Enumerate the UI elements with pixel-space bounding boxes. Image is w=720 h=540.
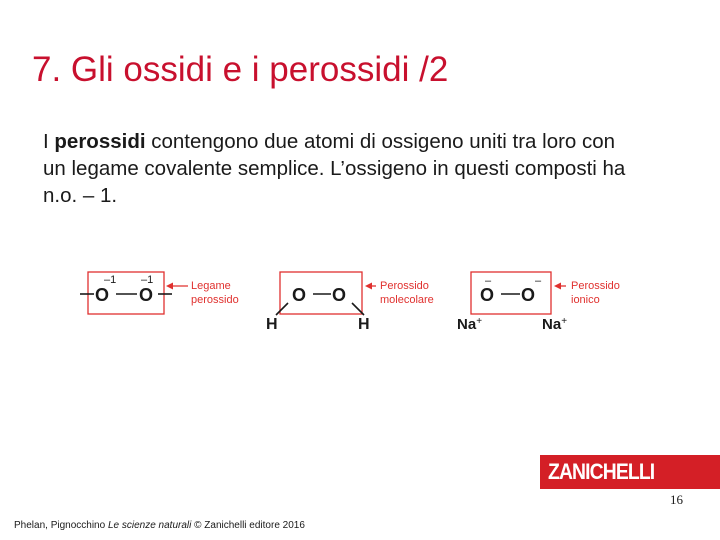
oxygen-atom-left: O — [480, 285, 495, 305]
caption-line1: Legame — [191, 280, 231, 292]
positive-charge: + — [476, 316, 483, 327]
paragraph-rest: contengono due atomi di ossigeno uniti tra loro con un legame covalente semplice. L’ossigeno in questi composti ha n.o. – 1. — [43, 130, 626, 207]
footer-book-title: Le scienze naturali — [107, 520, 192, 531]
oh-bond-left — [276, 303, 288, 315]
peroxide-diagram — [80, 262, 640, 342]
oxygen-atom-right: O — [332, 285, 347, 305]
paragraph-bold-term: perossidi — [54, 130, 146, 153]
oxygen-atom-left: O — [95, 285, 110, 305]
ox-number-right: –1 — [141, 274, 154, 286]
caption-line2: perossido — [191, 294, 239, 306]
hydrogen-atom-right: H — [358, 316, 370, 333]
sodium-symbol: Na — [542, 316, 562, 333]
zanichelli-logo — [540, 455, 720, 489]
footer-credit — [14, 520, 305, 531]
arrow-head-icon — [365, 283, 372, 290]
oxygen-atom-right: O — [139, 285, 154, 305]
caption-line2: ionico — [571, 294, 600, 306]
negative-charge-left: – — [485, 275, 492, 287]
caption-line2: molecolare — [380, 294, 434, 306]
paragraph-prefix: I — [43, 130, 55, 153]
molecular-peroxide-group — [266, 272, 434, 333]
negative-charge-right: – — [535, 275, 542, 287]
page-number: 16 — [670, 492, 683, 507]
oxygen-atom-right: O — [521, 285, 536, 305]
slide-title: 7. Gli ossidi e i perossidi /2 — [32, 50, 449, 89]
sodium-symbol: Na — [457, 316, 477, 333]
sodium-ion-left — [457, 316, 482, 333]
oxygen-atom-left: O — [292, 285, 307, 305]
positive-charge: + — [561, 316, 568, 327]
caption-line1: Perossido — [571, 280, 620, 292]
footer-publisher: © Zanichelli editore 2016 — [191, 520, 305, 531]
ionic-peroxide-group — [457, 272, 620, 333]
ox-number-left: –1 — [104, 274, 117, 286]
logo-text: ZANICHELLI — [548, 459, 655, 484]
footer-authors: Phelan, Pignocchino — [14, 520, 108, 531]
caption-line1: Perossido — [380, 280, 429, 292]
arrow-head-icon — [554, 283, 561, 290]
arrow-head-icon — [166, 283, 173, 290]
sodium-ion-right — [542, 316, 567, 333]
peroxide-bond-group — [80, 272, 239, 314]
hydrogen-atom-left: H — [266, 316, 278, 333]
slide-paragraph — [43, 128, 643, 209]
